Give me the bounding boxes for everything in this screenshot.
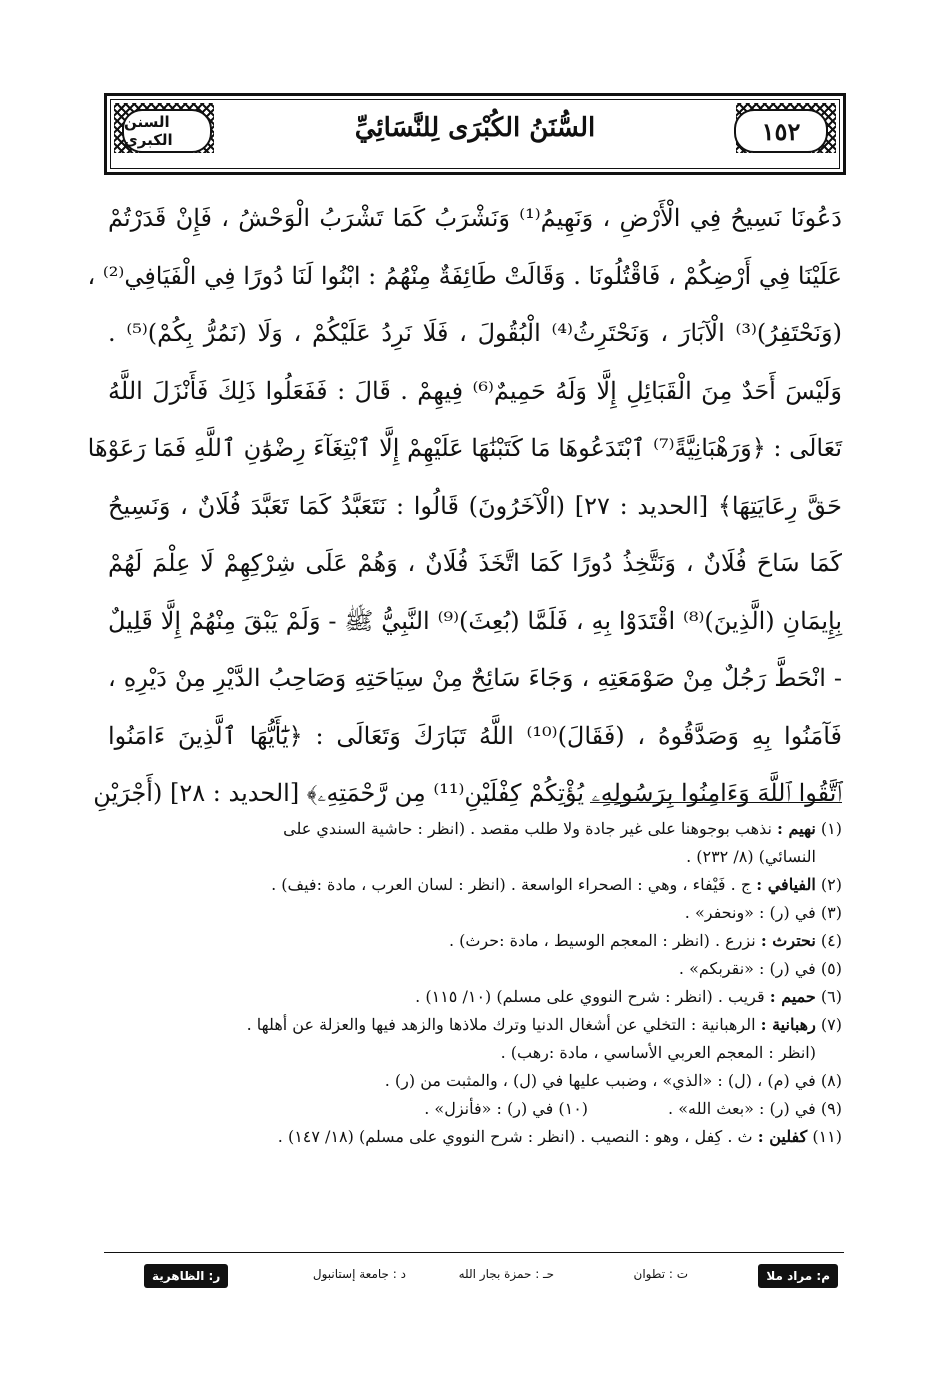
footnote-1-cont: النسائي) (٨/ ٢٣٢) . [686, 847, 816, 866]
footnote-6: (٦) حميم : قريب . (انظر : شرح النووي على مسلم) (١٠/ ١١٥) . [415, 987, 842, 1006]
footnote-1: (١) نهيم : نذهب بوجوهنا على غير جادة ولا طلب مقصد . (انظر : حاشية السندي على [283, 819, 842, 838]
siglum-hamza: حـ : حمزة بجار الله [458, 1267, 554, 1281]
badge-zahiriyya: ر: الظاهرية [144, 1264, 228, 1288]
footnote-4: (٤) نحترث : نزرع . (انظر : المعجم الوسيط ، مادة :حرث) . [448, 931, 842, 950]
footnote-divider [590, 802, 842, 803]
footnote-8: (٨) في (م) ، (ل) : «الذي» ، وضبب عليها في (ل) ، والمثبت من (ر) . [384, 1071, 842, 1090]
text-line: حَقَّ رِعَايَتِهَا﴾ [الحديد : ٢٧] (الْآخَرُونَ) قَالُوا : نَتَعَبَّدُ كَمَا تَعَبَّدَ فُلَانٌ ، وَنَسِيحُ [108, 491, 843, 520]
text-line: كَمَا سَاحَ فُلَانٌ ، وَنَتَّخِذُ دُورًا كَمَا اتَّخَذَ فُلَانٌ ، وَهُمْ عَلَى شِرْكِهِمْ لَا عِلْمَ لَهُمْ [108, 549, 842, 577]
text-line: (وَنَحْتَفِرُ)⁽³⁾ الْآبَارَ ، وَنَحْتَرِثُ⁽⁴⁾ الْبُقُولَ ، فَلَا نَرِدُ عَلَيْكُمْ ، وَلَا (نَمُرُّ بِكُمْ)⁽⁵⁾ . [108, 319, 843, 347]
badge-murad-molla: م: مراد ملا [758, 1264, 838, 1288]
footnote-9-10 [110, 1095, 842, 1123]
footnote-7-cont: (انظر : المعجم العربي الأساسي ، مادة :رهب) . [500, 1043, 816, 1062]
footnote-3: (٣) في (ر) : «ونحفر» . [684, 903, 842, 922]
footnote-10: (١٠) في (ر) : «فأنزل» . [424, 1099, 589, 1118]
page-number: ١٥٢ [734, 109, 828, 153]
main-text [87, 190, 843, 823]
footnote-2: (٢) الفيافي : ج . فَيْفاء ، وهي : الصحراء الواسعة . (انظر : لسان العرب ، مادة :فيف) . [271, 875, 842, 894]
page-header-banner [104, 93, 846, 175]
footnote-11: (١١) كفلين : ث . كِفل ، وهو : النصيب . (انظر : شرح النووي على مسلم) (١٨/ ١٤٧) . [277, 1127, 842, 1146]
footnotes [110, 815, 842, 1151]
footnote-5: (٥) في (ر) : «نقربكم» . [678, 959, 842, 978]
footnote-9: (٩) في (ر) : «بعث الله» . [668, 1099, 842, 1118]
text-line: - انْحَطَّ رَجُلٌ مِنْ صَوْمَعَتِهِ ، وَجَاءَ سَائِحٌ مِنْ سِيَاحَتِهِ وَصَاحِبُ الدَّيْرِ مِنْ دَيْرِهِ ، [108, 664, 842, 692]
footer-divider [104, 1252, 844, 1253]
text-line: عَلَيْنَا فِي أَرْضِكُمْ ، فَاقْتُلُونَا . وَقَالَتْ طَائِفَةٌ مِنْهُمُ : ابْنُوا لَنَا دُورًا فِي الْفَيَافِي⁽²⁾ ، [87, 261, 842, 290]
manuscript-sigla-footer [104, 1262, 846, 1292]
siglum-tetuan: ت : تطوان [633, 1267, 688, 1281]
book-seal: السنن الكبرى [122, 109, 212, 153]
text-line: دَعُونَا نَسِيحُ فِي الْأَرْضِ ، وَنَهِيمُ⁽¹⁾ وَنَشْرَبُ كَمَا تَشْرَبُ الْوَحْشُ ، فَإِنْ قَدَرْتُمْ [108, 204, 842, 232]
text-line: بِإِيمَانِ (الَّذِينَ)⁽⁸⁾ اقْتَدَوْا بِهِ ، فَلَمَّا (بُعِثَ)⁽⁹⁾ النَّبِيُّ ﷺ - وَلَمْ يَبْقَ مِنْهُمْ إِلَّا قَلِيلٌ [108, 606, 843, 635]
text-line: وَلَيْسَ أَحَدٌ مِنَ الْقَبَائِلِ إِلَّا وَلَهُ حَمِيمٌ⁽⁶⁾ فِيهِمْ . قَالَ : فَفَعَلُوا ذَلِكَ فَأَنْزَلَ اللَّهُ [108, 376, 843, 405]
siglum-istanbul: د : جامعة إستانبول [312, 1267, 406, 1281]
text-line: فَآمَنُوا بِهِ وَصَدَّقُوهُ ، (فَقَالَ)⁽¹⁰⁾ اللَّهُ تَبَارَكَ وَتَعَالَى : ﴿يَٰٓأَيُّهَا ٱلَّذِينَ ءَامَنُوا [108, 721, 842, 750]
text-line: تَعَالَى : ﴿وَرَهْبَانِيَّةً⁽⁷⁾ ٱبْتَدَعُوهَا مَا كَتَبْنَٰهَا عَلَيْهِمْ إِلَّا ٱبْتِغَآءَ رِضْوَٰنِ ٱللَّهِ فَمَا رَعَوْهَا [87, 434, 842, 462]
book-title: السُّنَنُ الكُبْرَى لِلنَّسَائِيِّ [294, 101, 656, 155]
text-line: ٱتَّقُوا ٱللَّهَ وَءَامِنُوا بِرَسُولِهِۦ يُؤْتِكُمْ كِفْلَيْنِ⁽¹¹⁾ مِن رَّحْمَتِهِۦ﴾ [الحديد : ٢٨] (أَجْرَيْنِ [93, 779, 842, 807]
footnote-7: (٧) رهبانية : الرهبانية : التخلي عن أشغال الدنيا وترك ملاذها والزهد فيها والعزلة عن أهلها . [246, 1015, 842, 1034]
